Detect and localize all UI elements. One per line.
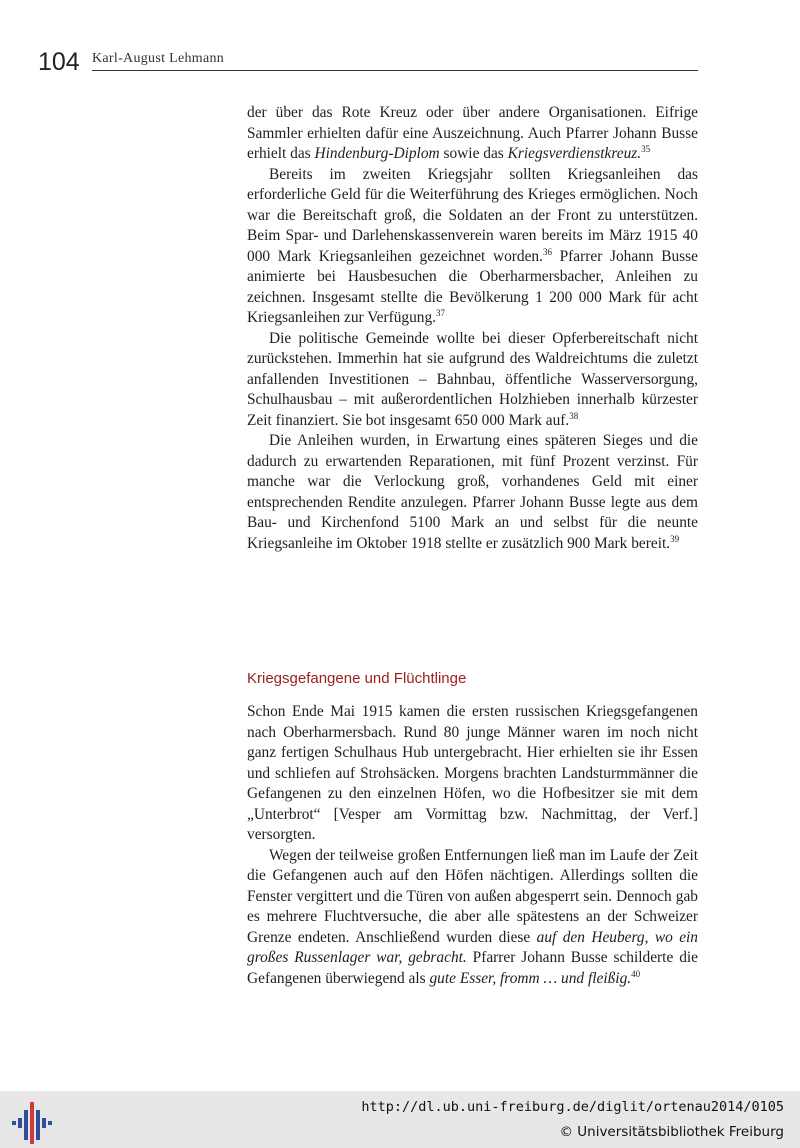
section-heading: Kriegsgefangene und Flüchtlinge bbox=[247, 670, 467, 687]
header-rule bbox=[92, 70, 698, 71]
paragraph bbox=[247, 431, 698, 554]
source-url-link[interactable]: http://dl.ub.uni-freiburg.de/diglit/ortenau2014/0105 bbox=[361, 1099, 784, 1115]
text-run: Schon Ende Mai 1915 kamen die ersten russischen Kriegsgefangenen nach Oberharmersbach. Rund 80 junge Männer waren im noch nicht ganz fertigen Schulhaus Hub untergebracht. Hier erhielten sie ihr Essen und schliefen auf Strohsäcken. Morgens brachten Landsturmmänner die Gefangenen zu den einzelnen Höfen, wo die Hofbesitzer sie mit dem „Unterbrot“ [Vesper am Vormittag bzw. Nachmittag, der Verf.] versorgten. bbox=[247, 703, 698, 843]
text-run: Pfarrer Johann Busse schilderte die Gefangenen überwiegend als bbox=[247, 949, 698, 987]
footnote-ref: 37 bbox=[436, 307, 446, 318]
paragraph bbox=[247, 329, 698, 432]
body-text-block-2 bbox=[247, 702, 698, 989]
text-run: Die politische Gemeinde wollte bei dieser Opferbereitschaft nicht zurückstehen. Immerhin hat sie aufgrund des Waldreichtums die zuletzt anfallenden Investitionen – Bahnbau, öffentliche Wasserversorgung, Schulhausbau – mit außerordentlichen Holzhieben innerhalb kürzester Zeit finanziert. Sie bot insgesamt 650 000 Mark auf. bbox=[247, 329, 698, 429]
italic-quote: auf den Heuberg, wo ein großes Russenlager war, gebracht. bbox=[247, 928, 699, 966]
ub-freiburg-logo-icon bbox=[12, 1100, 52, 1144]
text-run: Die Anleihen wurden, in Erwartung eines späteren Sieges und die dadurch zu erwartenden Reparationen, mit fünf Prozent verzinst. Für manche war die Verlockung groß, vorhandenes Geld mit einer entsprechenden Rendite anzulegen. Pfarrer Johann Busse legte aus dem Bau- und Kirchenfond 5100 Mark an und selbst für die neunte Kriegsanleihe im Oktober 1918 stellte er zusätzlich 900 Mark bereit. bbox=[247, 432, 698, 552]
paragraph bbox=[247, 702, 698, 846]
body-text-block-1 bbox=[247, 103, 698, 554]
paragraph bbox=[247, 846, 698, 990]
text-run: sowie das bbox=[439, 145, 508, 162]
page-number: 104 bbox=[38, 48, 80, 76]
italic-title: Hindenburg-Diplom bbox=[314, 145, 440, 162]
footnote-ref: 39 bbox=[670, 533, 680, 544]
footnote-ref: 38 bbox=[569, 410, 579, 421]
paragraph bbox=[247, 103, 698, 165]
text-run: der über das Rote Kreuz oder über andere Organisationen. Eifrige Sammler erhielten dafür eine Auszeichnung. Auch Pfarrer Johann Busse erhielt das bbox=[247, 104, 698, 162]
text-run: Pfarrer Johann Busse animierte bei Hausbesuchen die Oberharmersbacher, Anleihen zu zeichnen. Insgesamt stellte die Bevölkerung 1 200 000 Mark für acht Kriegsanleihen zur Verfügung. bbox=[247, 247, 698, 326]
italic-quote: gute Esser, fromm … und fleißig. bbox=[429, 969, 632, 987]
running-title: Karl-August Lehmann bbox=[92, 51, 225, 66]
text-run: Wegen der teilweise großen Entfernungen ließ man im Laufe der Zeit die Gefangenen auch auf den Höfen nächtigen. Allerdings sollten die Fenster vergittert und die Türen von außen abgesperrt sein. Dennoch gab es mehrere Fluchtversuche, die aber alle spätestens an der Schweizer Grenze endeten. Anschließend wurden diese bbox=[247, 846, 698, 946]
footnote-ref: 40 bbox=[631, 968, 641, 979]
italic-title: Kriegsverdienstkreuz. bbox=[507, 145, 642, 162]
footnote-ref: 35 bbox=[641, 143, 651, 154]
text-run: Bereits im zweiten Kriegsjahr sollten Kriegsanleihen das erforderliche Geld für die Weiterführung des Krieges ermöglichen. Noch war die Bereitschaft groß, die Soldaten an der Front zu unterstützen. Beim Spar- und Darlehenskassenverein waren bereits im März 1915 40 000 Mark Kriegsanleihen gezeichnet worden. bbox=[247, 165, 698, 265]
paragraph bbox=[247, 165, 698, 329]
copyright-notice: © Universitätsbibliothek Freiburg bbox=[559, 1124, 784, 1140]
footnote-ref: 36 bbox=[542, 246, 552, 257]
